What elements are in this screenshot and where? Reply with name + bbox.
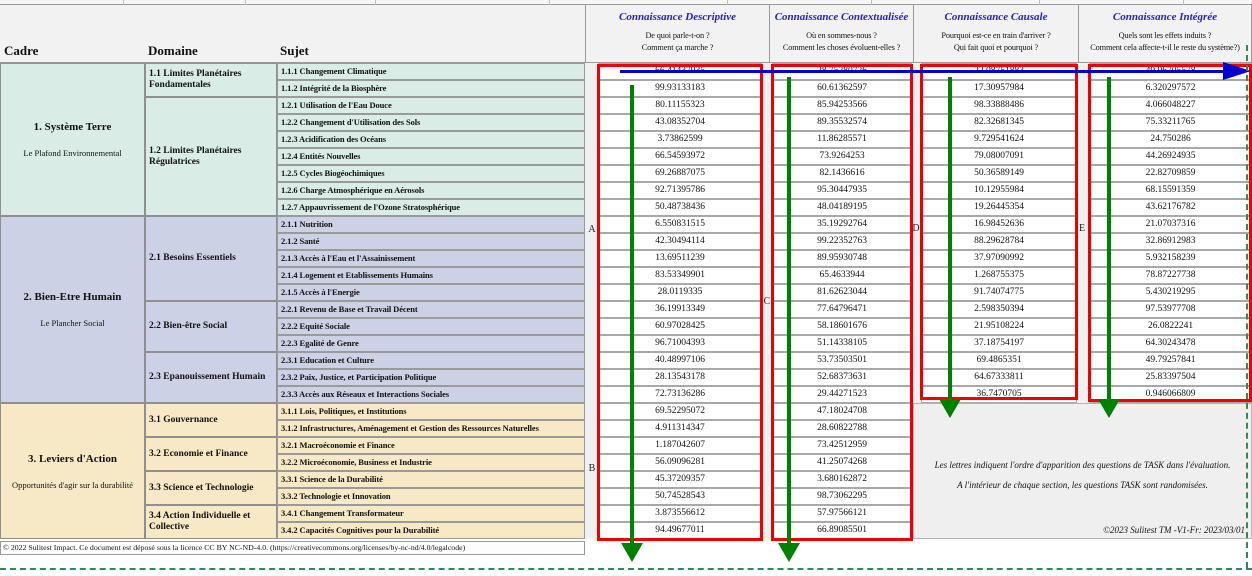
value-cell-1.2.5-col1[interactable]: 69.26887075: [598, 165, 762, 182]
sujet-cell-2.1.4[interactable]: 2.1.4 Logement et Etablissements Humains: [277, 267, 585, 284]
domaine-cell-1.2[interactable]: 1.2 Limites Planétaires Régulatrices: [145, 97, 277, 216]
domaine-cell-3.4[interactable]: 3.4 Action Individuelle et Collective: [145, 505, 277, 539]
value-cell-3.3.1-col1[interactable]: 45.37209357: [598, 471, 762, 488]
value-cell-1.2.2-col4[interactable]: 75.33211765: [1089, 114, 1252, 131]
value-cell-2.2.3-col3[interactable]: 37.18754197: [921, 335, 1077, 352]
value-cell-2.1.3-col4[interactable]: 5.932158239: [1089, 250, 1252, 267]
knowledge-question-1: Où en sommes-nous ?: [806, 31, 877, 40]
sujet-cell-2.3.3[interactable]: 2.3.3 Accès aux Réseaux et Interactions Sociales: [277, 386, 585, 403]
print-area-border-right: [1246, 45, 1248, 568]
value-cell-2.1.2-col2[interactable]: 99.22352763: [772, 233, 912, 250]
value-cell-1.2.5-col2[interactable]: 82.1436616: [772, 165, 912, 182]
value-cell-3.4.2-col1[interactable]: 94.49677011: [598, 522, 762, 539]
value-cell-1.2.2-col1[interactable]: 43.08352704: [598, 114, 762, 131]
sujet-cell-1.1.1[interactable]: 1.1.1 Changement Climatique: [277, 63, 585, 80]
sujet-cell-1.2.1[interactable]: 1.2.1 Utilisation de l'Eau Douce: [277, 97, 585, 114]
value-cell-2.1.1-col2[interactable]: 35.19292764: [772, 216, 912, 233]
domaine-cell-2.2[interactable]: 2.2 Bien-être Social: [145, 301, 277, 352]
sujet-cell-2.2.2[interactable]: 2.2.2 Equité Sociale: [277, 318, 585, 335]
value-cell-2.1.5-col2[interactable]: 81.62623044: [772, 284, 912, 301]
value-cell-1.1.2-col4[interactable]: 6.320297572: [1089, 80, 1252, 97]
order-arrow-head-col3: [939, 399, 961, 418]
sujet-cell-2.1.3[interactable]: 2.1.3 Accès à l'Eau et l'Assainissement: [277, 250, 585, 267]
cadre-subtitle: Le Plancher Social: [40, 318, 105, 328]
knowledge-title: Connaissance Intégrée: [1112, 11, 1218, 23]
value-cell-2.2.3-col4[interactable]: 64.30243478: [1089, 335, 1252, 352]
knowledge-title: Connaissance Contextualisée: [774, 11, 909, 23]
value-cell-3.2.2-col1[interactable]: 56.09096281: [598, 454, 762, 471]
value-cell-2.3.3-col2[interactable]: 29.44271523: [772, 386, 912, 403]
cadre-cell-1[interactable]: [0, 63, 145, 216]
license-text: © 2022 Sulitest Impact. Ce document est déposé sous la licence CC BY NC-ND-4.0. (https://creativecommons.org/licenses/by-nc-nd/4.0/legalcode): [3, 543, 466, 552]
value-cell-1.2.7-col3[interactable]: 19.26445354: [921, 199, 1077, 216]
knowledge-question-2: Comment ça marche ?: [641, 43, 714, 52]
value-cell-3.2.1-col1[interactable]: 1.187042607: [598, 437, 762, 454]
knowledge-question-2: Comment cela affecte-t-il le reste du système?): [1090, 43, 1240, 52]
value-cell-2.1.2-col1[interactable]: 42.30494114: [598, 233, 762, 250]
value-cell-2.2.2-col1[interactable]: 60.97028425: [598, 318, 762, 335]
value-cell-1.1.2-col3[interactable]: 17.30957984: [921, 80, 1077, 97]
cadre-column-header: Cadre: [4, 43, 39, 58]
print-area-border-bottom: [0, 568, 1252, 570]
value-cell-1.2.1-col2[interactable]: 85.94253566: [772, 97, 912, 114]
sujet-cell-2.2.1[interactable]: 2.2.1 Revenu de Base et Travail Décent: [277, 301, 585, 318]
value-cell-3.1.1-col2[interactable]: 47.18024708: [772, 403, 912, 420]
value-cell-1.2.3-col4[interactable]: 24.750286: [1089, 131, 1252, 148]
value-cell-3.1.2-col2[interactable]: 28.60822788: [772, 420, 912, 437]
order-arrow-head-col4: [1098, 399, 1120, 418]
value-cell-2.3.2-col2[interactable]: 52.68373631: [772, 369, 912, 386]
sujet-cell-3.1.1[interactable]: 3.1.1 Lois, Politiques, et Institutions: [277, 403, 585, 420]
value-cell-1.1.2-col2[interactable]: 60.61362597: [772, 80, 912, 97]
cadre-title: 3. Leviers d'Action: [28, 452, 117, 465]
value-cell-3.3.2-col1[interactable]: 50.74528543: [598, 488, 762, 505]
sujet-cell-3.4.2[interactable]: 3.4.2 Capacités Cognitives pour la Durabilité: [277, 522, 585, 539]
sujet-cell-3.1.2[interactable]: 3.1.2 Infrastructures, Aménagement et Gestion des Ressources Naturelles: [277, 420, 585, 437]
value-cell-1.2.6-col4[interactable]: 68.15591359: [1089, 182, 1252, 199]
value-cell-3.2.2-col2[interactable]: 41.25074268: [772, 454, 912, 471]
value-cell-1.2.3-col1[interactable]: 3.73862599: [598, 131, 762, 148]
notes-line-2: A l'intérieur de chaque section, les questions TASK sont randomisées.: [957, 480, 1208, 490]
sujet-cell-2.1.1[interactable]: 2.1.1 Nutrition: [277, 216, 585, 233]
notes-line-1: Les lettres indiquent l'ordre d'apparition des questions de TASK dans l'évaluation.: [934, 460, 1231, 470]
knowledge-header-descriptive[interactable]: [585, 5, 770, 63]
value-cell-2.1.3-col2[interactable]: 89.95930748: [772, 250, 912, 267]
value-cell-2.3.3-col1[interactable]: 72.73136286: [598, 386, 762, 403]
value-cell-2.1.3-col1[interactable]: 13.69511239: [598, 250, 762, 267]
value-cell-2.2.1-col1[interactable]: 36.19913349: [598, 301, 762, 318]
value-cell-3.1.1-col1[interactable]: 69.52295072: [598, 403, 762, 420]
cadre-cell-3[interactable]: [0, 403, 145, 539]
task-order-letter-E: E: [1078, 223, 1086, 234]
knowledge-title: Connaissance Causale: [944, 11, 1048, 23]
value-cell-1.2.3-col3[interactable]: 9.729541624: [921, 131, 1077, 148]
order-arrow-line-col3: [948, 77, 952, 399]
notes-cell[interactable]: [913, 403, 1252, 539]
value-cell-1.2.4-col2[interactable]: 73.9264253: [772, 148, 912, 165]
sujet-cell-2.3.1[interactable]: 2.3.1 Education et Culture: [277, 352, 585, 369]
knowledge-header-contextualisee[interactable]: [769, 5, 914, 63]
sujet-cell-3.3.2[interactable]: 3.3.2 Technologie et Innovation: [277, 488, 585, 505]
value-cell-3.4.2-col2[interactable]: 66.89085501: [772, 522, 912, 539]
value-cell-1.2.2-col2[interactable]: 89.35532574: [772, 114, 912, 131]
value-cell-1.2.5-col4[interactable]: 22.82709859: [1089, 165, 1252, 182]
domaine-cell-3.1[interactable]: 3.1 Gouvernance: [145, 403, 277, 437]
value-cell-3.4.1-col2[interactable]: 57.97566121: [772, 505, 912, 522]
value-cell-3.2.1-col2[interactable]: 73.42512959: [772, 437, 912, 454]
value-cell-2.3.1-col4[interactable]: 49.79257841: [1089, 352, 1252, 369]
value-cell-1.2.7-col2[interactable]: 48.04189195: [772, 199, 912, 216]
license-footer[interactable]: [0, 541, 585, 555]
sujet-cell-3.2.1[interactable]: 3.2.1 Macroéconomie et Finance: [277, 437, 585, 454]
order-arrow-line-col1: [630, 85, 634, 543]
value-cell-3.3.2-col2[interactable]: 98.73062295: [772, 488, 912, 505]
cadre-subtitle: Le Plafond Environnemental: [23, 148, 122, 158]
sujet-column-header: Sujet: [280, 43, 309, 58]
value-cell-2.1.1-col4[interactable]: 21.07037316: [1089, 216, 1252, 233]
value-cell-2.3.2-col3[interactable]: 64.67333811: [921, 369, 1077, 386]
value-cell-1.2.4-col4[interactable]: 44.26924935: [1089, 148, 1252, 165]
value-cell-2.1.2-col4[interactable]: 32.86912983: [1089, 233, 1252, 250]
value-cell-2.2.3-col1[interactable]: 96.71004393: [598, 335, 762, 352]
value-cell-1.2.3-col2[interactable]: 11.86285571: [772, 131, 912, 148]
domaine-cell-3.2[interactable]: 3.2 Economie et Finance: [145, 437, 277, 471]
value-cell-2.1.3-col3[interactable]: 37.97090992: [921, 250, 1077, 267]
value-cell-2.1.4-col3[interactable]: 1.268755375: [921, 267, 1077, 284]
domaine-cell-3.3[interactable]: 3.3 Science et Technologie: [145, 471, 277, 505]
domaine-column-header: Domaine: [148, 43, 198, 58]
value-cell-2.1.2-col3[interactable]: 88.29628784: [921, 233, 1077, 250]
value-cell-1.2.4-col1[interactable]: 66.54593972: [598, 148, 762, 165]
top-order-arrow-line: [620, 70, 1224, 73]
sujet-cell-3.2.2[interactable]: 3.2.2 Microéconomie, Business et Industrie: [277, 454, 585, 471]
sujet-cell-1.2.2[interactable]: 1.2.2 Changement d'Utilisation des Sols: [277, 114, 585, 131]
value-cell-2.3.2-col4[interactable]: 25.83397504: [1089, 369, 1252, 386]
knowledge-question-1: Pourquoi est-ce en train d'arriver ?: [941, 31, 1051, 40]
task-order-letter-B: B: [588, 463, 596, 474]
value-cell-1.2.1-col4[interactable]: 4.066048227: [1089, 97, 1252, 114]
knowledge-question-2: Comment les choses évoluent-elles ?: [782, 43, 901, 52]
cadre-title: 2. Bien-Etre Humain: [23, 291, 122, 303]
sujet-cell-2.1.2[interactable]: 2.1.2 Santé: [277, 233, 585, 250]
value-cell-2.3.1-col2[interactable]: 53.73503501: [772, 352, 912, 369]
domaine-cell-2.1[interactable]: 2.1 Besoins Essentiels: [145, 216, 277, 301]
value-cell-2.1.4-col1[interactable]: 83.53349901: [598, 267, 762, 284]
knowledge-title: Connaissance Descriptive: [618, 11, 737, 23]
sujet-cell-1.2.7[interactable]: 1.2.7 Appauvrissement de l'Ozone Stratosphérique: [277, 199, 585, 216]
value-cell-2.1.5-col3[interactable]: 91.74074775: [921, 284, 1077, 301]
value-cell-2.1.4-col2[interactable]: 65.4633944: [772, 267, 912, 284]
order-arrow-head-col1: [621, 543, 643, 562]
value-cell-2.2.1-col3[interactable]: 2.598350394: [921, 301, 1077, 318]
value-cell-1.2.5-col3[interactable]: 50.36589149: [921, 165, 1077, 182]
sujet-cell-1.2.4[interactable]: 1.2.4 Entités Nouvelles: [277, 148, 585, 165]
value-cell-2.2.3-col2[interactable]: 51.14338105: [772, 335, 912, 352]
value-cell-2.3.2-col1[interactable]: 28.13543178: [598, 369, 762, 386]
value-cell-1.2.7-col4[interactable]: 43.62176782: [1089, 199, 1252, 216]
order-arrow-line-col2: [787, 77, 791, 543]
task-order-letter-C: C: [763, 296, 771, 307]
value-cell-1.1.2-col1[interactable]: 99.93133183: [598, 80, 762, 97]
value-cell-2.2.2-col2[interactable]: 58.18601676: [772, 318, 912, 335]
value-cell-1.2.6-col1[interactable]: 92.71395786: [598, 182, 762, 199]
value-cell-2.1.5-col4[interactable]: 5.430219295: [1089, 284, 1252, 301]
domaine-cell-2.3[interactable]: 2.3 Epanouissement Humain: [145, 352, 277, 403]
sujet-cell-1.1.2[interactable]: 1.1.2 Intégrité de la Biosphère: [277, 80, 585, 97]
value-cell-2.2.2-col4[interactable]: 26.0822241: [1089, 318, 1252, 335]
value-cell-2.2.2-col3[interactable]: 21.95108224: [921, 318, 1077, 335]
sujet-cell-1.2.6[interactable]: 1.2.6 Charge Atmosphérique en Aérosols: [277, 182, 585, 199]
knowledge-question-1: De quoi parle-t-on ?: [645, 31, 710, 40]
value-cell-3.4.1-col1[interactable]: 3.873556612: [598, 505, 762, 522]
value-cell-1.2.2-col3[interactable]: 82.32681345: [921, 114, 1077, 131]
value-cell-2.2.1-col4[interactable]: 97.53977708: [1089, 301, 1252, 318]
value-cell-1.2.1-col1[interactable]: 80.11155323: [598, 97, 762, 114]
value-cell-2.1.5-col1[interactable]: 28.0119335: [598, 284, 762, 301]
value-cell-3.1.2-col1[interactable]: 4.911314347: [598, 420, 762, 437]
knowledge-question-2: Qui fait quoi et pourquoi ?: [953, 43, 1039, 52]
knowledge-question-1: Quels sont les effets induits ?: [1118, 31, 1212, 40]
value-cell-3.3.1-col2[interactable]: 3.680162872: [772, 471, 912, 488]
sujet-cell-3.4.1[interactable]: 3.4.1 Changement Transformateur: [277, 505, 585, 522]
value-cell-2.3.3-col4[interactable]: 0.946066809: [1089, 386, 1252, 403]
cadre-cell-2[interactable]: [0, 216, 145, 403]
value-cell-1.2.4-col3[interactable]: 79.08007091: [921, 148, 1077, 165]
value-cell-1.2.1-col3[interactable]: 98.33888486: [921, 97, 1077, 114]
sujet-cell-2.3.2[interactable]: 2.3.2 Paix, Justice, et Participation Politique: [277, 369, 585, 386]
sujet-cell-3.3.1[interactable]: 3.3.1 Science de la Durabilité: [277, 471, 585, 488]
knowledge-header-causale[interactable]: [913, 5, 1079, 63]
value-cell-1.2.7-col1[interactable]: 50.48738436: [598, 199, 762, 216]
value-cell-2.2.1-col2[interactable]: 77.64796471: [772, 301, 912, 318]
value-cell-2.3.1-col3[interactable]: 69.4865351: [921, 352, 1077, 369]
notes-copyright: ©2023 Sulitest TM -V1-Fr: 2023/03/01: [1103, 525, 1245, 535]
value-cell-1.2.6-col3[interactable]: 10.12955984: [921, 182, 1077, 199]
order-arrow-head-col2: [778, 543, 800, 562]
task-order-letter-D: D: [912, 223, 920, 234]
sujet-cell-2.2.3[interactable]: 2.2.3 Egalité de Genre: [277, 335, 585, 352]
sujet-cell-2.1.5[interactable]: 2.1.5 Accès à l'Energie: [277, 284, 585, 301]
task-order-letter-A: A: [588, 224, 596, 235]
cadre-title: 1. Système Terre: [33, 121, 112, 133]
value-cell-2.3.3-col3[interactable]: 36.7470705: [921, 386, 1077, 403]
value-cell-2.1.4-col4[interactable]: 78.87227738: [1089, 267, 1252, 284]
value-cell-2.1.1-col3[interactable]: 16.98452636: [921, 216, 1077, 233]
value-cell-2.1.1-col1[interactable]: 6.550831515: [598, 216, 762, 233]
domaine-cell-1.1[interactable]: 1.1 Limites Planétaires Fondamentales: [145, 63, 277, 97]
cadre-subtitle: Opportunités d'agir sur la durabilité: [12, 479, 133, 490]
value-cell-2.3.1-col1[interactable]: 40.48997106: [598, 352, 762, 369]
sujet-cell-1.2.5[interactable]: 1.2.5 Cycles Biogéochimiques: [277, 165, 585, 182]
value-cell-1.2.6-col2[interactable]: 95.30447935: [772, 182, 912, 199]
order-arrow-line-col4: [1107, 77, 1111, 399]
sujet-cell-1.2.3[interactable]: 1.2.3 Acidification des Océans: [277, 131, 585, 148]
knowledge-header-integree[interactable]: [1078, 5, 1252, 63]
